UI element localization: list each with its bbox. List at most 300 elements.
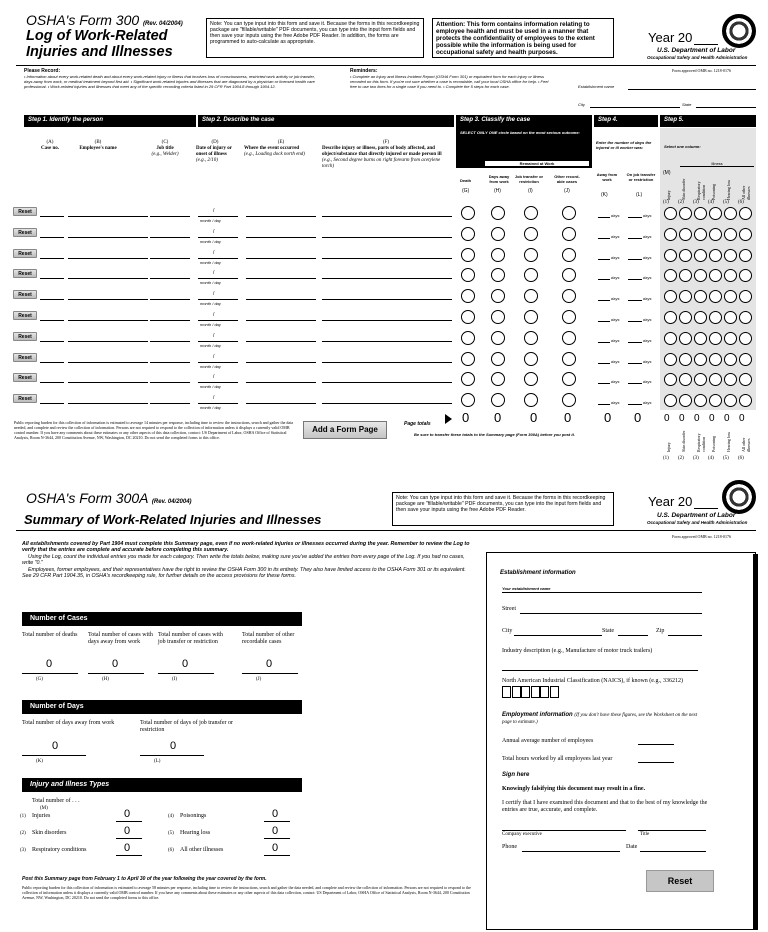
injury-type-radio[interactable] [694, 353, 707, 366]
date-field[interactable] [198, 258, 238, 259]
classify-radio[interactable] [461, 248, 475, 262]
row-input-field[interactable] [40, 382, 64, 383]
injury-type-radio[interactable] [664, 269, 677, 282]
page-total-value: 0 [462, 410, 470, 425]
classify-radio[interactable] [524, 227, 538, 241]
classify-radio[interactable] [562, 268, 576, 282]
step-5-text: Select one column: [664, 144, 701, 149]
row-input-field[interactable] [246, 299, 316, 300]
establishment-name-field[interactable] [628, 89, 756, 90]
row-input-field[interactable] [40, 216, 64, 217]
type-label: Respiratory conditions [32, 847, 87, 853]
naics-digit-box[interactable] [550, 686, 559, 698]
reset-row-button[interactable]: Reset [13, 207, 37, 216]
row-input-field[interactable] [246, 341, 316, 342]
state-field[interactable] [618, 635, 648, 636]
row-input-field[interactable] [322, 362, 452, 363]
days-away-field[interactable] [598, 404, 610, 405]
reset-row-button[interactable]: Reset [13, 353, 37, 362]
case-field[interactable] [242, 673, 298, 674]
reminders-title: Reminders: [350, 68, 378, 74]
row-input-field[interactable] [246, 237, 316, 238]
date-slash: / [213, 353, 215, 360]
classify-radio[interactable] [562, 372, 576, 386]
row-input-field[interactable] [150, 237, 190, 238]
row-input-field[interactable] [246, 216, 316, 217]
injury-type-radio[interactable] [679, 394, 692, 407]
year-field[interactable] [694, 508, 718, 509]
street-field[interactable] [520, 613, 702, 614]
classify-radio[interactable] [461, 289, 475, 303]
row-input-field[interactable] [150, 382, 190, 383]
row-input-field[interactable] [68, 403, 148, 404]
city-field[interactable] [514, 635, 602, 636]
est-name-label: Your establishment name [502, 586, 551, 591]
days-label: Total number of days of job transfer or restriction [140, 720, 234, 733]
m-footer-number: (4) [708, 456, 714, 461]
injury-type-radio[interactable] [724, 269, 737, 282]
step-5-bar: Step 5. [660, 115, 756, 127]
col-b-header [68, 140, 128, 152]
m-footer-labels [662, 428, 756, 464]
classify-radio[interactable] [491, 352, 505, 366]
row-input-field[interactable] [322, 216, 452, 217]
row-input-field[interactable] [150, 299, 190, 300]
row-input-field[interactable] [150, 341, 190, 342]
injury-type-radio[interactable] [664, 353, 677, 366]
case-field[interactable] [88, 673, 144, 674]
m-column-label: Skin disorder [681, 178, 686, 200]
days-field[interactable] [140, 755, 204, 756]
injury-type-radio[interactable] [679, 207, 692, 220]
injury-type-radio[interactable] [724, 311, 737, 324]
log-row [0, 225, 768, 245]
injury-type-radio[interactable] [709, 249, 722, 262]
log-row [0, 350, 768, 370]
classify-radio[interactable] [491, 331, 505, 345]
row-input-field[interactable] [246, 258, 316, 259]
injury-type-radio[interactable] [709, 269, 722, 282]
intro-2: Using the Log, count the individual entries you made for each category. Then write the totals below, making sure you've added the entries from every page of the Log. If you had no cases, write "0." [22, 553, 465, 567]
month-day-label: month / day [200, 384, 221, 390]
injury-type-radio[interactable] [739, 332, 752, 345]
date-slash: / [213, 270, 215, 277]
company-exec-field[interactable] [502, 830, 626, 831]
reset-row-button[interactable]: Reset [13, 373, 37, 382]
reset-row-button[interactable]: Reset [13, 394, 37, 403]
days-label: days [643, 358, 652, 364]
m-footer-number: (2) [678, 456, 684, 461]
classify-radio[interactable] [524, 393, 538, 407]
avg-employees-label: Annual average number of employees [502, 738, 594, 744]
number-of-days [22, 720, 312, 770]
days-away-field[interactable] [598, 383, 610, 384]
row-input-field[interactable] [40, 341, 64, 342]
injury-type-radio[interactable] [709, 353, 722, 366]
naics-digit-box[interactable] [502, 686, 511, 698]
date-field[interactable] [198, 382, 238, 383]
row-input-field[interactable] [40, 362, 64, 363]
row-input-field[interactable] [40, 237, 64, 238]
injury-type-radio[interactable] [709, 373, 722, 386]
row-input-field[interactable] [322, 237, 452, 238]
row-input-field[interactable] [246, 278, 316, 279]
row-input-field[interactable] [150, 362, 190, 363]
row-input-field[interactable] [40, 258, 64, 259]
classify-radio[interactable] [562, 393, 576, 407]
days-label: days [611, 358, 620, 364]
m-footer-label: Respiratory condition [696, 433, 706, 452]
injury-type-radio[interactable] [739, 290, 752, 303]
classify-radio[interactable] [562, 227, 576, 241]
days-label: days [611, 275, 620, 281]
page-total-value: 0 [604, 410, 612, 425]
injury-type-radio[interactable] [724, 249, 737, 262]
days-transfer-field[interactable] [628, 404, 642, 405]
avg-employees-field[interactable] [638, 744, 674, 745]
type-field[interactable] [116, 855, 142, 856]
classify-radio[interactable] [461, 352, 475, 366]
col-d-header [196, 140, 234, 164]
days-away-field[interactable] [598, 279, 610, 280]
row-input-field[interactable] [40, 403, 64, 404]
date-field[interactable] [198, 403, 238, 404]
case-code: (G) [36, 677, 43, 682]
form-300a-title [26, 490, 192, 506]
days-code: (K) [36, 759, 43, 764]
injury-type-radio[interactable] [709, 290, 722, 303]
row-input-field[interactable] [322, 299, 452, 300]
type-label: Skin disorders [32, 830, 67, 836]
row-input-field[interactable] [246, 362, 316, 363]
injury-type-radio[interactable] [694, 311, 707, 324]
date-field[interactable] [198, 237, 238, 238]
naics-digit-box[interactable] [531, 686, 540, 698]
row-input-field[interactable] [322, 341, 452, 342]
city-label: City [502, 628, 513, 634]
type-code: (6) [168, 848, 174, 853]
row-input-field[interactable] [40, 299, 64, 300]
injury-type-radio[interactable] [679, 332, 692, 345]
row-input-field[interactable] [68, 216, 148, 217]
row-input-field[interactable] [40, 278, 64, 279]
log-row [0, 287, 768, 307]
classify-radio[interactable] [461, 206, 475, 220]
row-input-field[interactable] [68, 299, 148, 300]
code-m: (M) [40, 806, 48, 811]
code-m: (M) [663, 170, 671, 176]
injury-type-radio[interactable] [664, 373, 677, 386]
date-field[interactable] [198, 341, 238, 342]
naics-field[interactable] [502, 686, 562, 698]
type-field[interactable] [264, 855, 290, 856]
days-transfer-field[interactable] [628, 383, 642, 384]
row-input-field[interactable] [40, 320, 64, 321]
date-slash: / [213, 208, 215, 214]
case-field[interactable] [158, 673, 214, 674]
injury-type-radio[interactable] [709, 207, 722, 220]
row-input-field[interactable] [322, 382, 452, 383]
injury-type-radio[interactable] [709, 332, 722, 345]
injury-type-radio[interactable] [739, 228, 752, 241]
col-label: Describe injury or illness, parts of body affected, and object/substance that directly injured or made person ill [322, 146, 442, 157]
classify-radio[interactable] [491, 289, 505, 303]
classify-radio[interactable] [491, 393, 505, 407]
classify-radio[interactable] [491, 268, 505, 282]
injury-type-radio[interactable] [694, 373, 707, 386]
days-away-field[interactable] [598, 238, 610, 239]
m-column-number: (1) [663, 200, 669, 205]
reminders [350, 68, 550, 89]
date-field[interactable] [640, 851, 706, 852]
naics-digit-box[interactable] [540, 686, 549, 698]
classify-radio[interactable] [524, 248, 538, 262]
type-field[interactable] [264, 821, 290, 822]
date-field[interactable] [198, 320, 238, 321]
omb-number: Form approved OMB no. 1218-0176 [672, 68, 731, 73]
classify-radio[interactable] [562, 289, 576, 303]
days-label: days [643, 213, 652, 218]
classify-radio[interactable] [524, 372, 538, 386]
date-field[interactable] [198, 278, 238, 279]
injury-type-radio[interactable] [664, 311, 677, 324]
days-label: days [643, 317, 652, 322]
injury-type-radio[interactable] [724, 353, 737, 366]
month-day-label: month / day [200, 218, 221, 223]
employment-info-hint: (If you don't have these figures, see the Worksheet on the next page to estimate.) [502, 713, 698, 725]
establishment-info-title: Establishment information [500, 570, 576, 576]
injury-type-radio[interactable] [739, 373, 752, 386]
row-input-field[interactable] [150, 216, 190, 217]
classify-radio[interactable] [524, 331, 538, 345]
injury-type-radio[interactable] [679, 353, 692, 366]
date-slash: / [213, 228, 215, 235]
classify-radio[interactable] [491, 206, 505, 220]
case-field[interactable] [22, 673, 78, 674]
injury-type-radio[interactable] [679, 311, 692, 324]
days-away-field[interactable] [598, 300, 610, 301]
row-input-field[interactable] [322, 258, 452, 259]
type-label: Hearing loss [180, 830, 211, 836]
row-input-field[interactable] [322, 320, 452, 321]
row-input-field[interactable] [68, 341, 148, 342]
reset-button[interactable]: Reset [646, 870, 714, 892]
days-label: days [643, 254, 652, 260]
title-field[interactable] [638, 830, 706, 831]
days-label: days [643, 296, 652, 302]
classify-radio[interactable] [491, 372, 505, 386]
row-input-field[interactable] [246, 403, 316, 404]
injury-type-radio[interactable] [739, 269, 752, 282]
days-away-field[interactable] [598, 217, 610, 218]
days-label: days [611, 213, 620, 218]
type-field[interactable] [264, 838, 290, 839]
row-input-field[interactable] [68, 382, 148, 383]
row-input-field[interactable] [322, 278, 452, 279]
injury-type-radio[interactable] [679, 228, 692, 241]
state-field[interactable] [696, 107, 756, 108]
case-value: 0 [46, 658, 53, 670]
total-hours-field[interactable] [638, 762, 674, 763]
m-column-label: Injury [666, 190, 671, 200]
form-revision: (Rev. 04/2004) [151, 499, 192, 505]
classify-radio[interactable] [461, 331, 475, 345]
classify-radio[interactable] [491, 227, 505, 241]
classify-radio[interactable] [461, 372, 475, 386]
injury-type-radio[interactable] [709, 311, 722, 324]
classify-radio[interactable] [562, 206, 576, 220]
reset-row-button[interactable]: Reset [13, 290, 37, 299]
reset-row-button[interactable]: Reset [13, 249, 37, 258]
col-hint: (e.g., 2/10) [196, 158, 218, 163]
reset-row-button[interactable]: Reset [13, 269, 37, 278]
injury-type-radio[interactable] [694, 207, 707, 220]
date-field[interactable] [198, 362, 238, 363]
days-transfer-field[interactable] [628, 342, 642, 343]
date-field[interactable] [198, 216, 238, 217]
classify-radio[interactable] [491, 310, 505, 324]
injury-type-radio[interactable] [739, 394, 752, 407]
city-label: City [578, 102, 585, 107]
add-form-page-button[interactable]: Add a Form Page [303, 421, 387, 439]
injury-type-radio[interactable] [664, 228, 677, 241]
row-input-field[interactable] [68, 320, 148, 321]
days-away-field[interactable] [598, 321, 610, 322]
row-input-field[interactable] [68, 278, 148, 279]
naics-digit-box[interactable] [512, 686, 521, 698]
injury-type-radio[interactable] [664, 249, 677, 262]
injury-type-radio[interactable] [694, 332, 707, 345]
injury-type-radio[interactable] [739, 249, 752, 262]
days-away-field[interactable] [598, 342, 610, 343]
classify-radio[interactable] [461, 227, 475, 241]
col-code: (F) [382, 140, 390, 145]
employment-info [502, 712, 702, 726]
injury-type-radio[interactable] [664, 290, 677, 303]
total-hours-label: Total hours worked by all employees last year [502, 756, 613, 762]
naics-digit-box[interactable] [521, 686, 530, 698]
phone-field[interactable] [522, 851, 620, 852]
injury-type-radio[interactable] [679, 373, 692, 386]
date-field[interactable] [198, 299, 238, 300]
injury-type-radio[interactable] [724, 373, 737, 386]
row-input-field[interactable] [150, 258, 190, 259]
type-field[interactable] [116, 838, 142, 839]
days-away-field[interactable] [598, 363, 610, 364]
row-input-field[interactable] [246, 382, 316, 383]
row-input-field[interactable] [150, 403, 190, 404]
classify-radio[interactable] [524, 268, 538, 282]
reset-row-button[interactable]: Reset [13, 228, 37, 237]
injury-type-radio[interactable] [739, 207, 752, 220]
injury-type-radio[interactable] [694, 290, 707, 303]
classify-radio[interactable] [524, 352, 538, 366]
classify-radio[interactable] [562, 331, 576, 345]
type-field[interactable] [116, 821, 142, 822]
case-value: 0 [182, 658, 189, 670]
row-input-field[interactable] [150, 320, 190, 321]
days-transfer-field[interactable] [628, 238, 642, 239]
case-code: (J) [256, 677, 262, 682]
injury-type-radio[interactable] [694, 394, 707, 407]
industry-field[interactable] [502, 670, 698, 671]
row-input-field[interactable] [68, 362, 148, 363]
classify-radio[interactable] [524, 289, 538, 303]
zip-field[interactable] [668, 635, 702, 636]
classify-radio[interactable] [562, 248, 576, 262]
m-footer-label: All other illnesses [741, 437, 751, 452]
injury-type-radio[interactable] [664, 394, 677, 407]
injury-type-radio[interactable] [664, 332, 677, 345]
injury-type-radio[interactable] [679, 290, 692, 303]
row-input-field[interactable] [68, 258, 148, 259]
log-rows [0, 204, 768, 412]
row-input-field[interactable] [322, 403, 452, 404]
row-input-field[interactable] [150, 278, 190, 279]
classify-radio[interactable] [461, 393, 475, 407]
est-name-field[interactable] [502, 592, 702, 593]
classify-radio[interactable] [562, 310, 576, 324]
row-input-field[interactable] [68, 237, 148, 238]
m-column-label: Respiratory condition [696, 181, 706, 200]
m-column-headers [662, 172, 756, 208]
classify-radio[interactable] [524, 310, 538, 324]
case-value: 0 [112, 658, 119, 670]
injury-type-radio[interactable] [724, 394, 737, 407]
case-code: (H) [102, 677, 109, 682]
days-transfer-field[interactable] [628, 279, 642, 280]
year-field[interactable] [694, 44, 718, 45]
month-day-label: month / day [200, 322, 221, 327]
injury-type-radio[interactable] [709, 228, 722, 241]
injury-type-radio[interactable] [724, 228, 737, 241]
days-transfer-field[interactable] [628, 259, 642, 260]
classify-radio[interactable] [524, 206, 538, 220]
days-transfer-field[interactable] [628, 300, 642, 301]
injury-type-radio[interactable] [739, 311, 752, 324]
injury-type-radio[interactable] [694, 269, 707, 282]
row-input-field[interactable] [246, 320, 316, 321]
col-a-header [40, 140, 60, 152]
days-transfer-field[interactable] [628, 321, 642, 322]
reset-row-button[interactable]: Reset [13, 332, 37, 341]
classify-radio[interactable] [461, 268, 475, 282]
injury-type-radio[interactable] [679, 249, 692, 262]
reset-row-button[interactable]: Reset [13, 311, 37, 320]
days-transfer-field[interactable] [628, 363, 642, 364]
days-away-field[interactable] [598, 259, 610, 260]
injury-type-radio[interactable] [694, 249, 707, 262]
injury-type-radio[interactable] [709, 394, 722, 407]
injury-type-radio[interactable] [724, 207, 737, 220]
attention-note: Attention: This form contains information relating to employee health and must be used in a manner that protects the confidentiality of employees to the extent possible while the information is being used for occupational safety and health purposes. [432, 18, 614, 58]
injury-type-radio[interactable] [679, 269, 692, 282]
injury-type-radio[interactable] [724, 290, 737, 303]
city-field[interactable] [590, 107, 680, 108]
classify-radio[interactable] [491, 248, 505, 262]
form-300a [0, 478, 768, 932]
case-code: (I) [172, 677, 177, 682]
classify-radio[interactable] [562, 352, 576, 366]
injury-type-radio[interactable] [694, 228, 707, 241]
days-transfer-field[interactable] [628, 217, 642, 218]
injury-type-radio[interactable] [739, 353, 752, 366]
m-footer-number: (3) [693, 456, 699, 461]
injury-type-radio[interactable] [664, 207, 677, 220]
injury-type-radio[interactable] [724, 332, 737, 345]
days-field[interactable] [22, 755, 86, 756]
classify-radio[interactable] [461, 310, 475, 324]
